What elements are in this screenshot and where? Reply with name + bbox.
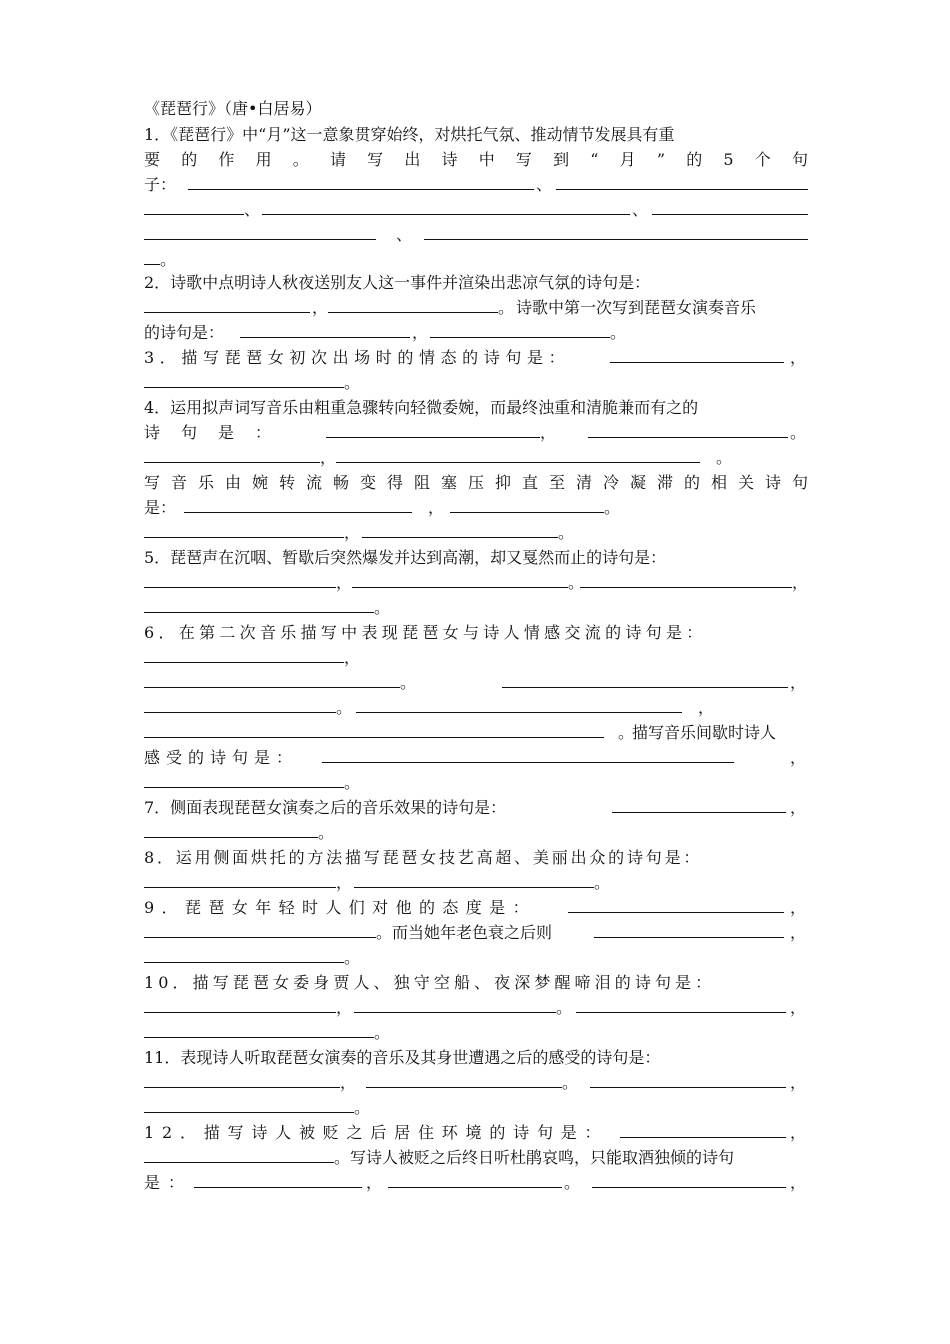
answer-blank[interactable] <box>144 720 604 738</box>
answer-blank[interactable] <box>576 995 786 1013</box>
punct: 。 <box>790 423 807 442</box>
question-9-text: 9．琵琶女年轻时人们对他的态度是： <box>144 898 536 917</box>
answer-blank[interactable] <box>144 222 376 240</box>
question-2-text: 2．诗歌中点明诗人秋夜送别友人这一事件并渲染出悲凉气氛的诗句是： <box>144 273 651 292</box>
question-5 <box>144 545 808 620</box>
punct: ， <box>540 423 557 442</box>
question-3-text: 3．描写琵琶女初次出场时的情态的诗句是： <box>144 348 571 367</box>
punct: 。 <box>400 673 417 692</box>
answer-blank[interactable] <box>430 320 610 338</box>
punct: ， <box>344 523 361 542</box>
answer-blank[interactable] <box>144 695 336 713</box>
question-10-text: 10．描写琵琶女委身贾人、独守空船、夜深梦醒啼泪的诗句是： <box>144 973 716 992</box>
question-12-text-3: 是： <box>144 1173 193 1192</box>
punct: 。 <box>498 298 515 317</box>
question-6-text: 6．在第二次音乐描写中表现琵琶女与诗人情感交流的诗句是： <box>144 623 707 642</box>
punct: 。 <box>354 1098 371 1117</box>
punct: 。 <box>336 698 353 717</box>
answer-blank[interactable] <box>556 172 808 190</box>
punct: ， <box>412 323 429 342</box>
question-1 <box>144 122 808 270</box>
answer-blank[interactable] <box>326 420 540 438</box>
punct: 。 <box>562 1073 579 1092</box>
punct: 。 <box>160 250 177 269</box>
answer-blank[interactable] <box>144 1145 334 1163</box>
punct: 。 <box>610 323 627 342</box>
answer-blank[interactable] <box>568 895 784 913</box>
question-12-text-2: 写诗人被贬之后终日听杜鹃哀鸣，只能取酒独倾的诗句 <box>350 1148 735 1167</box>
answer-blank[interactable] <box>388 1170 562 1188</box>
punct: 。 <box>334 1148 351 1167</box>
punct: ， <box>790 923 807 942</box>
answer-blank[interactable] <box>322 745 734 763</box>
punct: 、 <box>244 200 261 219</box>
answer-blank[interactable] <box>362 520 558 538</box>
answer-blank[interactable] <box>184 495 412 513</box>
question-4-text-3: 写音乐由婉转流畅变得阻塞压抑直至清冷凝滞的相关诗句 <box>144 473 808 492</box>
punct: ， <box>698 698 715 717</box>
answer-blank[interactable] <box>652 197 808 215</box>
answer-blank[interactable] <box>144 820 318 838</box>
answer-blank[interactable] <box>144 595 374 613</box>
answer-blank[interactable] <box>240 320 410 338</box>
answer-blank[interactable] <box>588 420 788 438</box>
question-11-text: 11．表现诗人听取琵琶女演奏的音乐及其身世遭遇之后的感受的诗句是： <box>144 1048 661 1067</box>
punct: 。 <box>374 598 391 617</box>
question-6-text-3: 感受的诗句是： <box>144 748 299 767</box>
answer-blank[interactable] <box>424 222 808 240</box>
answer-blank[interactable] <box>144 670 400 688</box>
answer-blank[interactable] <box>144 197 244 215</box>
question-4-text-2: 诗句是： <box>144 423 293 442</box>
question-6 <box>144 620 808 795</box>
answer-blank[interactable] <box>354 995 556 1013</box>
punct: 。 <box>564 1173 581 1192</box>
punct: ， <box>366 1173 383 1192</box>
punct: ， <box>336 573 353 592</box>
answer-blank[interactable] <box>144 370 344 388</box>
punct: ， <box>790 1123 807 1142</box>
page-title: 《琵琶行》（唐•白居易） <box>144 99 322 118</box>
answer-blank[interactable] <box>144 645 344 663</box>
answer-blank[interactable] <box>144 295 310 313</box>
punct: ， <box>320 448 337 467</box>
answer-blank[interactable] <box>328 295 498 313</box>
answer-blank[interactable] <box>352 570 568 588</box>
punct: 。 <box>318 823 335 842</box>
question-4 <box>144 395 808 545</box>
question-1-text: 1．《琵琶行》中“月”这一意象贯穿始终，对烘托气氛、推动情节发展具有重 <box>144 125 675 144</box>
punct: 。 <box>604 498 621 517</box>
punct: ， <box>790 348 807 367</box>
answer-blank[interactable] <box>620 1120 786 1138</box>
punct: ， <box>792 573 809 592</box>
punct: 。 <box>344 373 361 392</box>
question-11 <box>144 1045 808 1120</box>
answer-blank[interactable] <box>356 695 682 713</box>
answer-blank[interactable] <box>580 570 792 588</box>
question-1-text-2: 要的作用。请写出诗中写到“月”的5个句 <box>144 150 808 169</box>
question-1-text-3: 子： <box>144 175 177 194</box>
punct: ， <box>340 1073 357 1092</box>
punct: 。 <box>374 1023 391 1042</box>
question-2-text-3: 的诗句是： <box>144 323 225 342</box>
answer-blank[interactable] <box>144 995 336 1013</box>
answer-blank[interactable] <box>592 1170 786 1188</box>
question-7 <box>144 795 808 845</box>
answer-blank[interactable] <box>336 445 700 463</box>
question-5-text: 5．琵琶声在沉咽、暂歇后突然爆发并达到高潮，却又戛然而止的诗句是： <box>144 548 667 567</box>
answer-blank[interactable] <box>144 520 344 538</box>
answer-blank[interactable] <box>262 197 630 215</box>
answer-blank[interactable] <box>144 870 336 888</box>
answer-blank[interactable] <box>144 945 344 963</box>
question-3 <box>144 345 808 395</box>
question-7-text: 7．侧面表现琵琶女演奏之后的音乐效果的诗句是： <box>144 798 507 817</box>
punct: ， <box>790 998 807 1017</box>
answer-blank[interactable] <box>594 920 784 938</box>
answer-blank[interactable] <box>144 920 376 938</box>
question-4-text: 4．运用拟声词写音乐由粗重急骤转向轻微委婉，而最终浊重和清脆兼而有之的 <box>144 398 699 417</box>
question-2 <box>144 270 808 345</box>
answer-blank[interactable] <box>144 1095 354 1113</box>
question-9 <box>144 895 808 970</box>
answer-blank[interactable] <box>144 1070 340 1088</box>
answer-blank[interactable] <box>144 445 320 463</box>
punct: ， <box>790 1073 807 1092</box>
punct: 、 <box>396 225 413 244</box>
punct: ， <box>336 998 353 1017</box>
question-8 <box>144 845 808 895</box>
punct: 。 <box>344 948 361 967</box>
punct: 。 <box>594 873 611 892</box>
answer-blank[interactable] <box>612 795 786 813</box>
punct: 。 <box>558 523 575 542</box>
worksheet <box>144 96 808 1195</box>
answer-blank[interactable] <box>502 670 788 688</box>
answer-blank[interactable] <box>144 770 344 788</box>
answer-blank[interactable] <box>590 1070 786 1088</box>
punct: 。 <box>618 723 635 742</box>
punct: 。 <box>568 573 585 592</box>
answer-blank[interactable] <box>366 1070 562 1088</box>
answer-blank[interactable] <box>188 172 534 190</box>
punct: ， <box>790 898 807 917</box>
question-9-text-2: 而当她年老色衰之后则 <box>392 923 553 942</box>
answer-blank[interactable] <box>194 1170 362 1188</box>
answer-blank[interactable] <box>144 1020 374 1038</box>
question-10 <box>144 970 808 1045</box>
punct: ， <box>312 298 329 317</box>
punct: ， <box>336 873 353 892</box>
question-2-text-2: 诗歌中第一次写到琵琶女演奏音乐 <box>516 298 757 317</box>
punct: ， <box>790 673 807 692</box>
punct: 。 <box>716 448 733 467</box>
punct: ， <box>790 1173 807 1192</box>
punct: ， <box>790 748 807 767</box>
answer-blank[interactable] <box>354 870 594 888</box>
question-6-text-2: 描写音乐间歇时诗人 <box>632 723 777 742</box>
answer-blank[interactable] <box>144 570 336 588</box>
answer-blank[interactable] <box>450 495 604 513</box>
punct: 。 <box>556 998 573 1017</box>
punct: 。 <box>344 773 361 792</box>
punct: ， <box>344 648 361 667</box>
punct: 。 <box>376 923 393 942</box>
answer-blank[interactable] <box>610 345 784 363</box>
answer-blank[interactable] <box>144 247 160 265</box>
punct: 、 <box>632 200 649 219</box>
question-12 <box>144 1120 808 1195</box>
punct: 、 <box>536 175 553 194</box>
question-12-text: 12．描写诗人被贬之后居住环境的诗句是： <box>144 1123 609 1142</box>
question-8-text: 8．运用侧面烘托的方法描写琵琶女技艺高超、美丽出众的诗句是： <box>144 848 703 867</box>
punct: ， <box>428 498 445 517</box>
punct: ， <box>790 798 807 817</box>
question-4-text-4: 是： <box>144 498 177 517</box>
